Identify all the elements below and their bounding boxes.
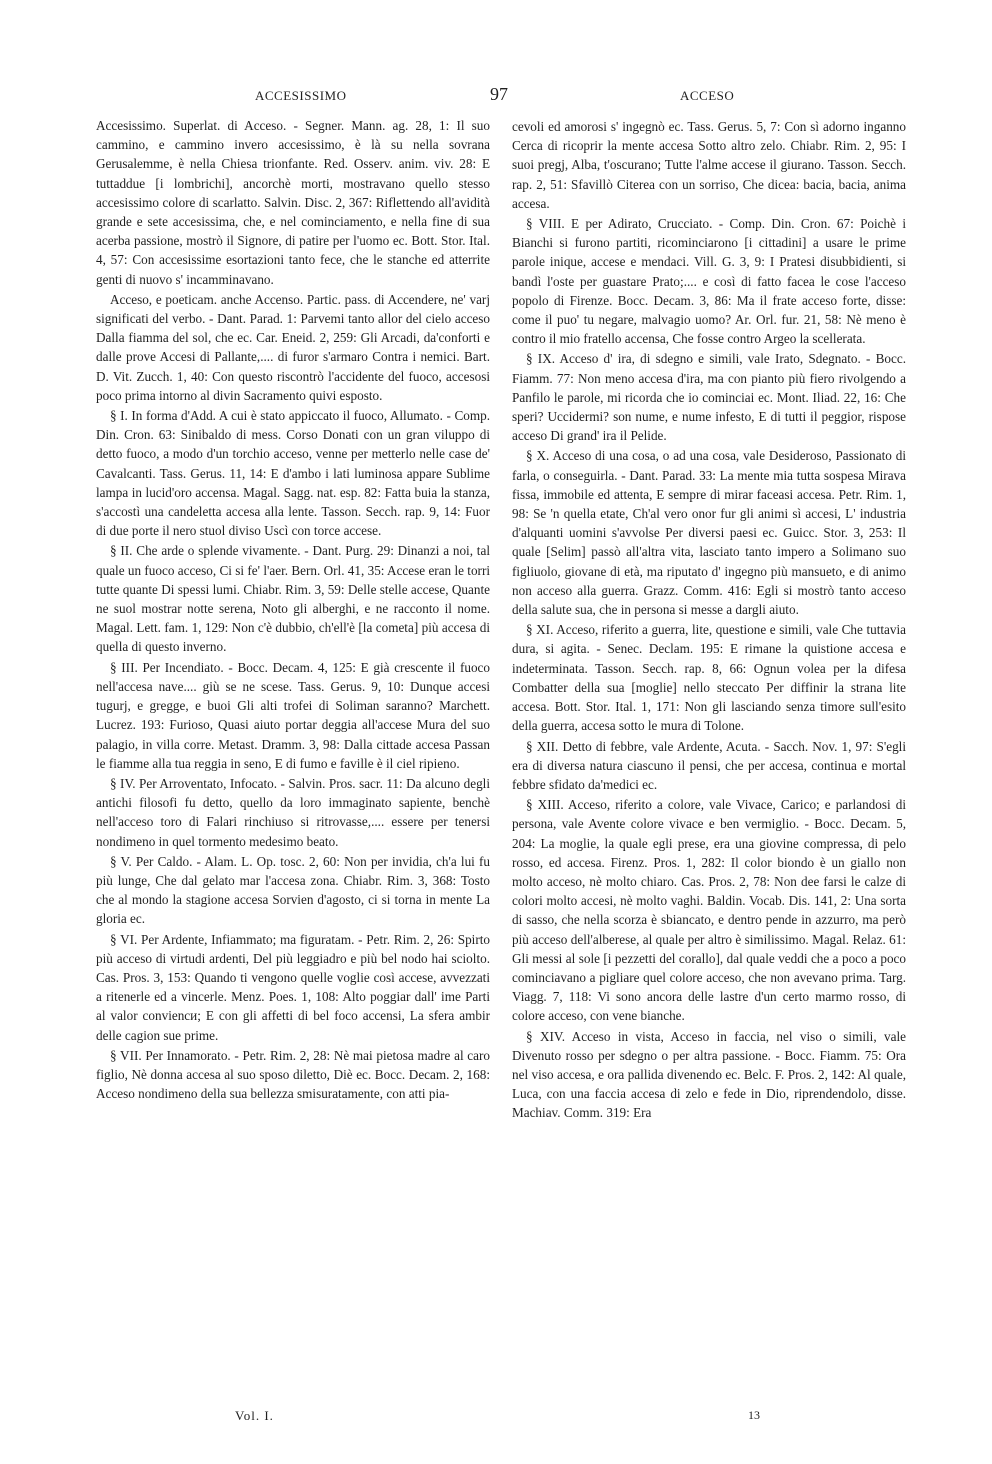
entry-acceso: Acceso, e poeticam. anche Accenso. Partic. pass. di Accendere, ne' varj significati del verbo. - Dant. Parad. 1: Parvemi tanto allor del cielo acceso Dalla fiamma del sol, che ec. Car. Eneid. 2, 259: Gli Arcadi, da'conforti e dalle prove Accesi di Pallante,.... di furor s'armaro Contra i nemici. Bart. D. Vit. Zucch. 1, 40: Con questo riscontrò l'accidente del fuoco, accesosi poco prima intorno al divin Sacramento quivi esposto.	[96, 291, 490, 403]
section-i: § I. In forma d'Add. A cui è stato appiccato il fuoco, Allumato. - Comp. Din. Cron. 63: Sinibaldo di mess. Corso Donati con un gran viluppo di detto fuoco, a modo d'un torchio acceso, venne per metterlo nelle case de' Cavalcanti. Tass. Gerus. 11, 14: E d'ambo i lati luminosa appare Sublime lampa in lucid'oro accensa. Magal. Sagg. nat. esp. 82: Fatta buia la stanza, s'accostì una candeletta accesa alla lente. Tasson. Secch. rap. 9, 14: Fuor di due porte il nero stuol diviso Uscì con torce accese.	[96, 408, 490, 539]
left-column	[96, 116, 490, 1103]
section-vi: § VI. Per Ardente, Infiammato; ma figuratam. - Petr. Rim. 2, 26: Spirto più acceso di virtudi ardenti, Del più leggiadro e più bel nodo hai sciolto. Cas. Pros. 3, 153: Quando ti vengono quelle voglie così accese, avvezzati a ritenerle ed a vincerle. Menz. Poes. 1, 108: Alto poggiar dall' ime Parti al valor convienси; E con gli affetti di bel foco accensi, La sfera ambir delle cagion sue prime.	[96, 931, 490, 1043]
volume-signature: Vol. I.	[235, 1408, 274, 1423]
section-vii-continued: cevoli ed amorosi s' ingegnò ec. Tass. Gerus. 5, 7: Con sì adorno inganno Cerca di ricoprir la mente accesa Sotto altro zelo. Chiabr. Rim. 2, 95: I suoi pregj, Alba, t'oscurano; Tutte l'alme accese il giurano. Tasson. Secch. rap. 2, 51: Sfavillò Citerea con un sorriso, Che dicea: bacia, bacia, anima accesa.	[512, 119, 906, 211]
section-viii: § VIII. E per Adirato, Crucciato. - Comp. Din. Cron. 67: Poichè i Bianchi si furono partiti, ricominciarono [i cittadini] a usare le prime parole inique, accese e mendaci. Vill. G. 3, 9: I Pratesi disubbidienti, si bandì l'oste per guastare Prato;.... e così di fatto facea le cose l'acceso popolo di Firenze. Bocc. Decam. 3, 86: Ma il frate acceso forte, disse: come il puo' tu negare, malvagio uomo? Ar. Orl. fur. 21, 58: Nè meno è contro il mio fratello accensa, Che fosse contro Argeo la scellerata.	[512, 216, 906, 347]
section-xii: § XII. Detto di febbre, vale Ardente, Acuta. - Sacch. Nov. 1, 97: S'egli era di diversa natura ciascuno il pensi, che per accesa, continua e mortal febbre sfidato da'medici ec.	[512, 738, 906, 792]
page-number: 97	[490, 84, 508, 104]
section-xi: § XI. Acceso, riferito a guerra, lite, questione e simili, vale Che tuttavia dura, si agita. - Senec. Declam. 195: E rimane la quistione accesa e indeterminata. Tasson. Secch. rap. 8, 66: Ognun volea per la difesa Combatter della sua [moglie] nello steccato Per diffinir la strana lite accesa. Bott. Stor. Ital. 1, 171: Non gli lasciando senza timore sull'esito della guerra, accesa sotto le mura di Tolone.	[512, 622, 906, 734]
gathering-signature: 13	[748, 1408, 760, 1422]
section-ix: § IX. Acceso d' ira, di sdegno e simili, vale Irato, Sdegnato. - Bocc. Fiamm. 77: Non meno accesa d'ira, ma con pianto più fiero rivolgendo a Panfilo le parole, mi ricorda che io cominciai ec. Mont. Iliad. 22, 16: Che speri? Uccidermi? son nume, e nume infesto, E di tutti il peggior, rispose acceso Di grand' ira il Pelide.	[512, 351, 906, 444]
running-head-right: ACCESO	[680, 88, 735, 103]
section-xiii: § XIII. Acceso, riferito a colore, vale Vivace, Carico; e parlandosi di persona, vale Avente colore vivace e ben vermiglio. - Bocc. Decam. 5, 204: La moglie, la quale egli prese, era una giovine compressa, di pelo rosso, ed accesa. Firenz. Pros. 1, 282: Il color biondo è un giallo non molto acceso, nè molto chiaro. Cas. Pros. 2, 78: Non dee farsi le calze di colori molto accesi, nè molto vaghi. Baldin. Vocab. Dis. 141, 2: Una sorta di sasso, che nella scorza è sbiancato, e dentro pende in azzurro, ma però più acceso dell'alberese, al quale per altro è similissimo. Magal. Relaz. 61: Gli messi al sole [i pezzetti del corallo], dal quale veddi che a poco a poco cominciavano a pigliare quel colore acceso, che non avevano prima. Targ. Viagg. 7, 118: Vi sono ancora delle lastre d'un certo marmo rosso, di colore acceso, con vene bianche.	[512, 797, 906, 1024]
section-x: § X. Acceso di una cosa, o ad una cosa, vale Desideroso, Passionato di farla, o conseguirla. - Dant. Parad. 33: La mente mia tutta sospesa Mirava fissa, immobile ed attenta, E sempre di mirar faceasi accesa. Petr. Rim. 1, 98: Se 'n quella etate, Ch'al vero onor fur gli animi sì accesi, L' industria d'alquanti uomini s'avvolse Per diversi paesi ec. Guicc. Stor. 3, 253: Il quale [Selim] passò all'altra vita, lasciato tanto impero a Solimano suo figliuolo, giovane di età, ma riputato d' ingegno più mansueto, e di animo non acceso alla guerra. Grazz. Comm. 416: Egli si mostrò tanto acceso della salute sua, che in persona si messe a dargli aiuto.	[512, 448, 906, 618]
section-iv: § IV. Per Arroventato, Infocato. - Salvin. Pros. sacr. 11: Da alcuno degli antichi filosofi fu detto, quello da loro immaginato sapiente, benchè nell'acceso toro di Falari rinchiuso si ritrovasse,.... essere per tenersi nondimeno in quel tormento medesimo beato.	[96, 775, 490, 849]
section-xiv: § XIV. Acceso in vista, Acceso in faccia, nel viso o simili, vale Divenuto rosso per sdegno o per altra passione. - Bocc. Fiamm. 75: Ora nel viso accesa, e ora pallida divenendo ec. Belc. F. Pros. 2, 142: Al quale, Luca, con una faccia accesa di zelo e fede in Dio, riprendendolo, disse. Machiav. Comm. 319: Era	[512, 1028, 906, 1121]
entry-accesissimo: Accesissimo. Superlat. di Acceso. - Segner. Mann. ag. 28, 1: Il suo cammino, e cammino invero accesissimo, è là su nella sovrana Gerusalemme, è nella Chiesa trionfante. Red. Osserv. anim. viv. 28: E tuttaddue [i lombrichi], ancorchè morti, mostravano quello stesso accesissimo colore di scarlatto. Salvin. Disc. 2, 367: Riflettendo all'avidità grande e sete accesissima, che, e nel cominciamento, e nella fine di sua acerba passione, mostrò il Signore, di patire per l'uomo ec. Bott. Stor. Ital. 4, 57: Con accesissime esortazioni tanto fece, che le stanche ed atterrite genti di nuovo s' incamminavano.	[96, 118, 490, 287]
section-vii: § VII. Per Innamorato. - Petr. Rim. 2, 28: Nè mai pietosa madre al caro figlio, Nè donna accesa al suo sposo diletto, Diè ec. Bocc. Decam. 2, 168: Acceso nondimeno della sua bellezza smisuratamente, con atti pia-	[96, 1047, 490, 1102]
section-ii: § II. Che arde o splende vivamente. - Dant. Purg. 29: Dinanzi a noi, tal quale un fuoco acceso, Ci si fe' l'aer. Bern. Orl. 41, 35: Accese eran le torri tutte quante Di spessi lumi. Chiabr. Rim. 3, 59: Delle stelle accese, Quante ne suol mostrar notte serena, Noto gli alberghi, e ne racconto il nome. Magal. Lett. fam. 1, 129: Non c'è dubbio, ch'ell'è [la cometa] più accesa di quella di questo inverno.	[96, 543, 490, 655]
section-v: § V. Per Caldo. - Alam. L. Op. tosc. 2, 60: Non per invidia, ch'a lui fu più lunge, Che dal gelato mar l'accesa zona. Chiabr. Rim. 3, 368: Tosto che al mondo la stagione accesa Sorvien d'agosto, ci si torna in mente La gloria ec.	[96, 853, 490, 927]
running-head-left: ACCESISSIMO	[255, 88, 347, 103]
right-column	[512, 117, 906, 1123]
section-iii: § III. Per Incendiato. - Bocc. Decam. 4, 125: E già crescente il fuoco nell'accesa nave.... giù se ne scese. Tass. Gerus. 9, 10: Dunque accesi tugurj, e gregge, e buoi Gli alti trofei di Soliman saranno? Marchett. Lucrez. 193: Furioso, Quasi aiuto portar deggia all'accese Mura del suo palagio, in villa corre. Metast. Dramm. 3, 98: Dalla cittade accesa Passan le fiamme alla tua reggia in seno, E di fumo e faville è il ciel ripieno.	[96, 659, 490, 771]
